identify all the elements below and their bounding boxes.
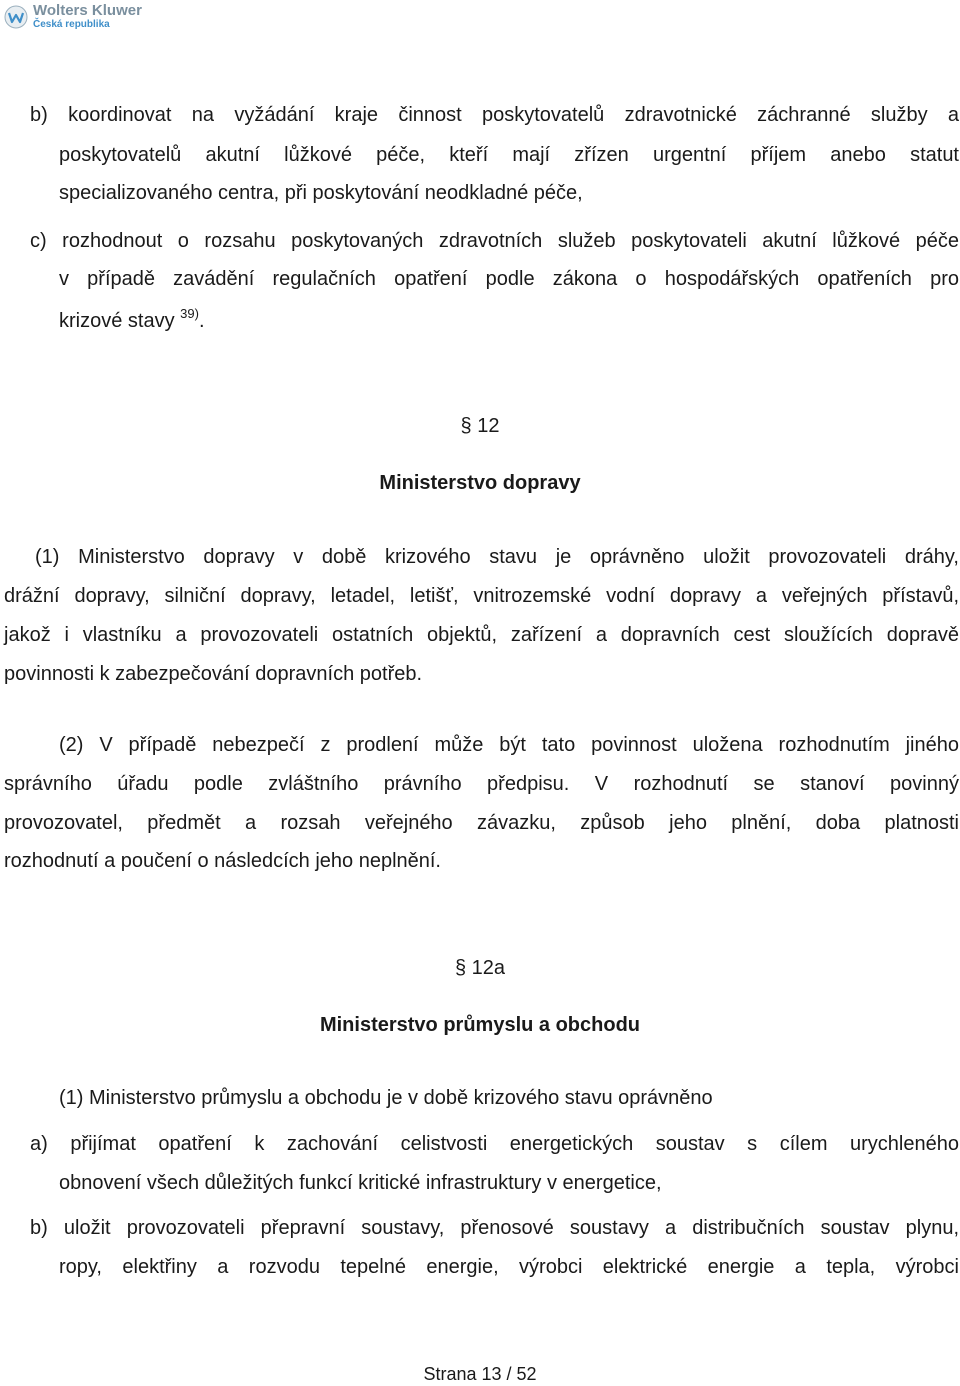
section-12-number: § 12 (460, 415, 500, 437)
publisher-logo (4, 3, 142, 30)
wolters-kluwer-logo-icon (4, 5, 28, 29)
s12a-item-b-line-1: b) uložit provozovateli přepravní soustavy, přenosové soustavy a distribučních soustav plynu, (30, 1217, 959, 1239)
para-b-line-3: specializovaného centra, při poskytování neodkladné péče, (59, 182, 583, 204)
s12a-item-a-line-2: obnovení všech důležitých funkcí kritické infrastruktury v energetice, (59, 1172, 662, 1194)
para-c-line-3-end: . (198, 310, 205, 332)
s12-p2-line-1: (2) V případě nebezpečí z prodlení může být tato povinnost uložena rozhodnutím jiného (59, 734, 959, 756)
brand-name: Wolters Kluwer (33, 2, 142, 19)
s12-p2-line-3: provozovatel, předmět a rozsah veřejného závazku, způsob jeho plnění, doba platnosti (4, 812, 959, 834)
s12-p2-line-4: rozhodnutí a poučení o následcích jeho neplnění. (4, 850, 441, 872)
para-c-line-3-text: krizové stavy (59, 310, 175, 332)
para-c-line-1: c) rozhodnout o rozsahu poskytovaných zdravotních služeb poskytovateli akutní lůžkové péče (30, 230, 959, 252)
section-12a-number: § 12a (454, 957, 506, 979)
para-b-line-1: b) koordinovat na vyžádání kraje činnost poskytovatelů zdravotnické záchranné služby a (30, 104, 959, 126)
section-12-title: Ministerstvo dopravy (379, 472, 581, 494)
s12-p2-line-2: správního úřadu podle zvláštního právního předpisu. V rozhodnutí se stanoví povinný (4, 773, 959, 795)
footnote-ref-39[interactable]: 39) (180, 306, 199, 321)
page-number: Strana 13 / 52 (423, 1364, 537, 1384)
s12-p1-line-4: povinnosti k zabezpečování dopravních potřeb. (4, 663, 423, 685)
para-b-line-2: poskytovatelů akutní lůžkové péče, kteří mají zřízen urgentní příjem anebo statut (59, 144, 959, 166)
para-c-line-2: v případě zavádění regulačních opatření podle zákona o hospodářských opatřeních pro (59, 268, 959, 290)
brand-country: Česká republika (33, 19, 110, 30)
s12a-item-a-line-1: a) přijímat opatření k zachování celistvosti energetických soustav s cílem urychleného (30, 1133, 959, 1155)
section-12a-title: Ministerstvo průmyslu a obchodu (319, 1014, 641, 1036)
s12a-p1: (1) Ministerstvo průmyslu a obchodu je v době krizového stavu oprávněno (59, 1087, 713, 1109)
s12-p1-line-2: drážní dopravy, silniční dopravy, letadel, letišť, vnitrozemské vodní dopravy a veřejných přístavů, (4, 585, 959, 607)
s12a-item-b-line-2: ropy, elektřiny a rozvodu tepelné energie, výrobci elektrické energie a tepla, výrobci (59, 1256, 959, 1278)
para-c-line-3 (59, 306, 205, 333)
s12-p1-line-3: jakož i vlastníku a provozovateli ostatních objektů, zařízení a dopravních cest sloužících dopravě (4, 624, 959, 646)
s12-p1-line-1: (1) Ministerstvo dopravy v době krizového stavu je oprávněno uložit provozovateli dráhy, (35, 546, 959, 568)
